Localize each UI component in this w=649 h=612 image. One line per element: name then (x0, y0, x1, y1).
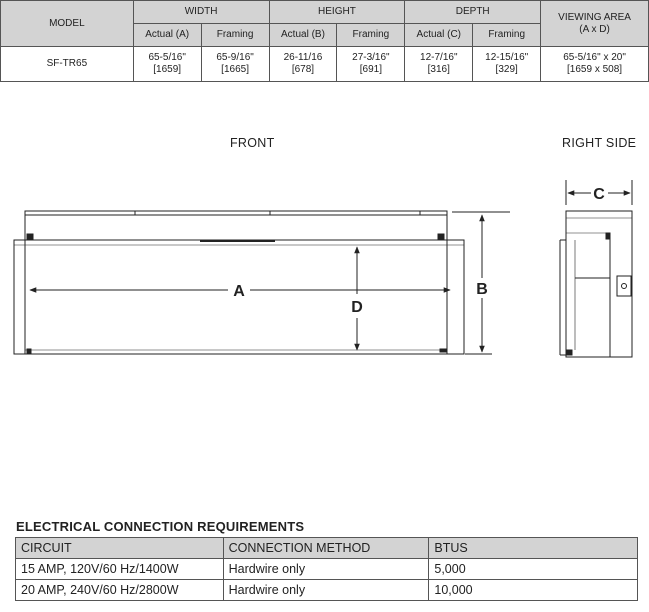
header-height: HEIGHT (269, 1, 405, 24)
cell-circuit: 15 AMP, 120V/60 Hz/1400W (16, 559, 224, 580)
subheader-framing-depth: Framing (473, 24, 541, 47)
cell-connection-method: Hardwire only (223, 559, 429, 580)
electrical-table (15, 537, 638, 601)
front-view-label: FRONT (230, 136, 275, 150)
value-imperial: 26-11/16 (283, 52, 323, 63)
electrical-title: ELECTRICAL CONNECTION REQUIREMENTS (16, 519, 305, 534)
right-side-view-label: RIGHT SIDE (562, 136, 637, 150)
header-viewing-area-sub: (A x D) (579, 23, 610, 35)
value-metric: [678] (291, 64, 315, 75)
dim-b-label: B (476, 281, 488, 298)
value-metric: [329] (495, 64, 518, 75)
subheader-actual-c: Actual (C) (405, 24, 473, 47)
table-row (16, 580, 638, 601)
value-imperial: 12-7/16" (420, 52, 458, 63)
dim-c-label: C (593, 186, 605, 203)
value-metric: [1659] (153, 64, 182, 75)
subheader-framing-width: Framing (201, 24, 269, 47)
header-viewing-area-label: VIEWING AREA (558, 11, 631, 23)
header-width: WIDTH (133, 1, 269, 24)
value-metric: [1659 x 508] (567, 64, 623, 75)
cell-circuit: 20 AMP, 240V/60 Hz/2800W (16, 580, 224, 601)
value-imperial: 27-3/16" (352, 52, 390, 63)
dim-d-label: D (351, 299, 363, 316)
cell-connection-method: Hardwire only (223, 580, 429, 601)
cell-model: SF-TR65 (1, 47, 134, 82)
cell-btus: 10,000 (429, 580, 638, 601)
subheader-framing-height: Framing (337, 24, 405, 47)
right-side-view-outline (560, 211, 632, 357)
subheader-actual-a: Actual (A) (133, 24, 201, 47)
value-metric: [316] (427, 64, 450, 75)
value-metric: [691] (359, 64, 382, 75)
header-model: MODEL (1, 1, 134, 47)
header-depth: DEPTH (405, 1, 541, 24)
header-circuit: CIRCUIT (16, 538, 224, 559)
value-metric: [1665] (221, 64, 249, 75)
value-imperial: 12-15/16" (485, 52, 529, 63)
subheader-actual-b: Actual (B) (269, 24, 337, 47)
table-row (16, 559, 638, 580)
header-btus: BTUS (429, 538, 638, 559)
value-imperial: 65-5/16" x 20" (563, 52, 626, 63)
dim-a-label: A (233, 283, 245, 300)
cell-btus: 5,000 (429, 559, 638, 580)
value-imperial: 65-9/16" (216, 52, 254, 63)
header-connection-method: CONNECTION METHOD (223, 538, 429, 559)
value-imperial: 65-5/16" (148, 52, 186, 63)
